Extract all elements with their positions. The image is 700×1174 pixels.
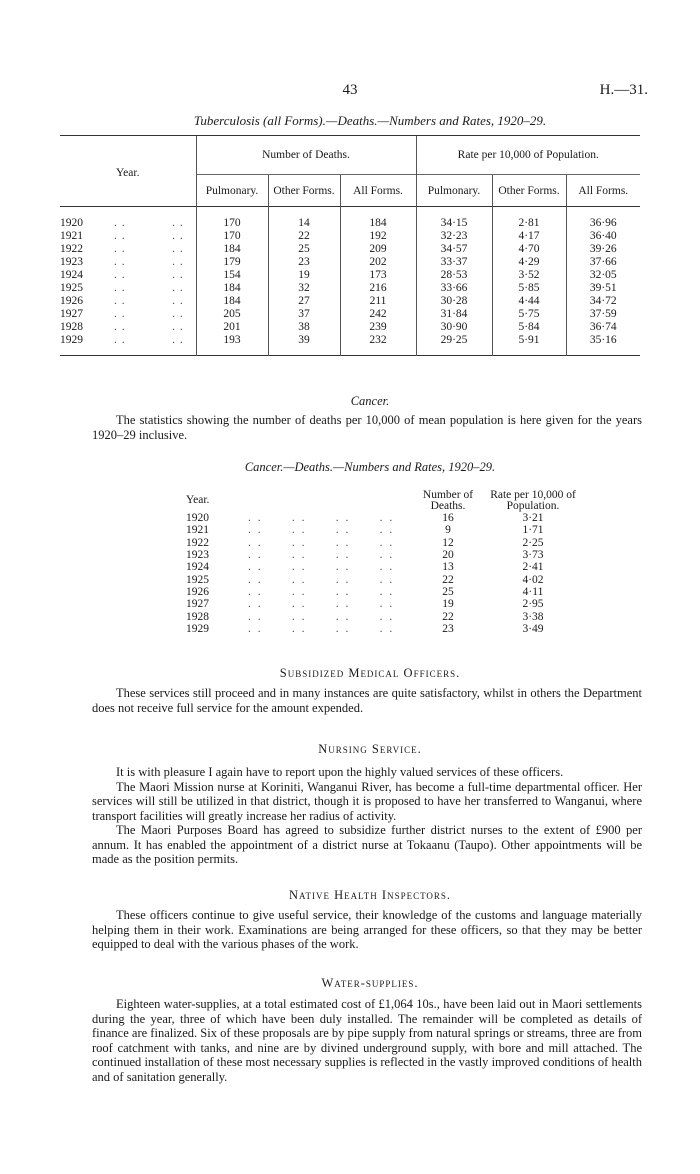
cancer-year-header: Year.: [186, 493, 210, 506]
year-value: 1924: [60, 269, 83, 281]
subheader-pulmonary-rate: Pulmonary.: [416, 175, 492, 207]
nursing-service-title: Nursing Service.: [318, 742, 422, 756]
cancer-deaths-cell: 9: [445, 524, 451, 537]
other-forms-deaths-cell: 23: [268, 256, 340, 269]
other-forms-deaths-cell: 22: [268, 230, 340, 243]
leader-dots: . . . . . . . .: [248, 549, 395, 562]
all-forms-rate-cell: 36·74: [566, 321, 640, 334]
year-cell: [60, 230, 196, 243]
pulmonary-deaths-cell: 184: [196, 295, 268, 308]
pulmonary-rate-cell: 32·23: [416, 230, 492, 243]
cancer-rate-cell: 3·38: [522, 610, 544, 623]
year-value: 1928: [60, 321, 83, 333]
nursing-paragraphs: [92, 765, 642, 867]
cancer-deaths-cell: 13: [442, 561, 454, 574]
table-row: [60, 217, 640, 230]
leader-dots: . . . .: [114, 308, 184, 320]
other-forms-deaths-cell: 32: [268, 282, 340, 295]
cancer-year-cell: 1927: [186, 598, 209, 611]
cancer-table: [186, 482, 606, 635]
cancer-year-cell: 1929: [186, 622, 209, 635]
year-cell: [60, 282, 196, 295]
all-forms-rate-cell: 36·40: [566, 230, 640, 243]
year-cell: [60, 295, 196, 308]
all-forms-deaths-cell: 202: [340, 256, 416, 269]
year-value: 1927: [60, 308, 83, 320]
subsidized-text: These services still proceed and in many instances are quite satisfactory, whilst in others the Department does not receive full service for the amount expended.: [92, 686, 642, 715]
other-forms-rate-cell: 4·70: [492, 243, 566, 256]
cancer-deaths-cell: 19: [442, 598, 454, 611]
year-cell: [60, 308, 196, 321]
leader-dots: . . . . . . . .: [248, 573, 395, 586]
other-forms-deaths-cell: 37: [268, 308, 340, 321]
all-forms-rate-cell: 39·26: [566, 243, 640, 256]
other-forms-rate-cell: 5·84: [492, 321, 566, 334]
all-forms-deaths-cell: 192: [340, 230, 416, 243]
year-cell: [60, 256, 196, 269]
other-forms-deaths-cell: 27: [268, 295, 340, 308]
other-forms-rate-cell: 4·17: [492, 230, 566, 243]
cancer-year-cell: 1920: [186, 512, 209, 525]
year-cell: [60, 334, 196, 347]
cancer-deaths-cell: 25: [442, 585, 454, 598]
pulmonary-rate-cell: 34·15: [416, 217, 492, 230]
cancer-section-title: Cancer.: [350, 394, 390, 408]
cancer-deaths-cell: 22: [442, 573, 454, 586]
all-forms-rate-cell: 34·72: [566, 295, 640, 308]
cancer-year-cell: 1923: [186, 549, 209, 562]
table-row: [60, 321, 640, 334]
cancer-deaths-header: [418, 482, 478, 512]
other-forms-deaths-cell: 19: [268, 269, 340, 282]
pulmonary-rate-cell: 33·66: [416, 282, 492, 295]
pulmonary-rate-cell: 30·28: [416, 295, 492, 308]
cancer-deaths-header-line2: Deaths.: [430, 500, 466, 512]
nursing-paragraph-3: The Maori Purposes Board has agreed to subsidize further district nurses to the extent of £900 per annum. It has enabled the appointment of a district nurse at Tokaanu (Taupo). Other appointments will be made as the position permits.: [92, 823, 642, 866]
cancer-rate-cell: 2·95: [522, 598, 544, 611]
year-value: 1929: [60, 334, 83, 346]
native-health-paragraph: [92, 908, 642, 952]
water-supplies-title: Water-supplies.: [321, 976, 419, 990]
document-reference: H.—31.: [599, 82, 648, 98]
leader-dots: . . . .: [114, 243, 184, 255]
pulmonary-deaths-cell: 179: [196, 256, 268, 269]
pulmonary-deaths-cell: 154: [196, 269, 268, 282]
all-forms-deaths-cell: 209: [340, 243, 416, 256]
table-row: [60, 282, 640, 295]
subheader-other-forms-deaths: Other Forms.: [268, 175, 340, 207]
year-value: 1922: [60, 243, 83, 255]
leader-dots: . . . .: [114, 256, 184, 268]
all-forms-deaths-cell: 173: [340, 269, 416, 282]
leader-dots: . . . . . . . .: [248, 622, 395, 635]
cancer-rate-cell: 3·73: [522, 549, 544, 562]
table-row: [60, 230, 640, 243]
all-forms-deaths-cell: 242: [340, 308, 416, 321]
nursing-paragraph-2: The Maori Mission nurse at Koriniti, Wanganui River, has become a full-time departmental officer. Her services will still be utilized in that district, though it is proposed to have her transferred to Wanganui, where transport facilities will greatly increase her radius of activity.: [92, 779, 642, 823]
year-cell: [60, 321, 196, 334]
table-row: [186, 623, 588, 635]
other-forms-rate-cell: 2·81: [492, 217, 566, 230]
leader-dots: . . . . . . . .: [248, 524, 395, 537]
table-row: [60, 295, 640, 308]
table-row: [186, 537, 588, 549]
pulmonary-deaths-cell: 170: [196, 217, 268, 230]
all-forms-rate-cell: 36·96: [566, 217, 640, 230]
year-value: 1923: [60, 256, 83, 268]
table-row: [60, 334, 640, 347]
cancer-year-cell: 1926: [186, 585, 209, 598]
cancer-rate-cell: 2·25: [522, 536, 544, 549]
rate-per-population-header: Rate per 10,000 of Population.: [416, 136, 640, 175]
year-value: 1921: [60, 230, 83, 242]
pulmonary-deaths-cell: 184: [196, 243, 268, 256]
table-row: [186, 610, 588, 622]
subheader-other-forms-rate: Other Forms.: [492, 175, 566, 207]
other-forms-rate-cell: 5·91: [492, 334, 566, 347]
year-cell: [60, 269, 196, 282]
other-forms-deaths-cell: 39: [268, 334, 340, 347]
all-forms-rate-cell: 37·59: [566, 308, 640, 321]
cancer-rate-cell: 3·49: [522, 622, 544, 635]
pulmonary-deaths-cell: 205: [196, 308, 268, 321]
pulmonary-rate-cell: 31·84: [416, 308, 492, 321]
table-row: [186, 573, 588, 585]
pulmonary-deaths-cell: 201: [196, 321, 268, 334]
pulmonary-rate-cell: 28·53: [416, 269, 492, 282]
cancer-deaths-cell: 20: [442, 549, 454, 562]
cancer-rate-cell: 1·71: [522, 524, 544, 537]
other-forms-rate-cell: 4·44: [492, 295, 566, 308]
table-row: [186, 586, 588, 598]
year-cell: [60, 217, 196, 230]
cancer-rate-cell: 3·21: [522, 512, 544, 525]
other-forms-rate-cell: 5·75: [492, 308, 566, 321]
pulmonary-rate-cell: 33·37: [416, 256, 492, 269]
table-row: [186, 598, 588, 610]
cancer-year-cell: 1922: [186, 536, 209, 549]
leader-dots: . . . .: [114, 334, 184, 346]
all-forms-rate-cell: 37·66: [566, 256, 640, 269]
water-supplies-text: Eighteen water-supplies, at a total estimated cost of £1,064 10s., have been laid out in Maori settlements during the year, three of which have been duly installed. The remainder will be completed as details of finance are finalized. Six of these proposals are by pipe supply from natural springs or streams, three are from roof catchment with tanks, and nine are by divined underground supply, with bore and mill attached. The continued installation of these most necessary supplies is reflected in the vastly improved conditions of health and of sanitation generally.: [92, 997, 642, 1084]
cancer-deaths-cell: 23: [442, 622, 454, 635]
pulmonary-deaths-cell: 193: [196, 334, 268, 347]
other-forms-rate-cell: 4·29: [492, 256, 566, 269]
leader-dots: . . . . . . . .: [248, 585, 395, 598]
pulmonary-deaths-cell: 184: [196, 282, 268, 295]
tuberculosis-table: [60, 135, 640, 357]
cancer-year-cell: 1928: [186, 610, 209, 623]
table-row: [186, 561, 588, 573]
leader-dots: . . . . . . . .: [248, 561, 395, 574]
other-forms-rate-cell: 5·85: [492, 282, 566, 295]
all-forms-deaths-cell: 216: [340, 282, 416, 295]
leader-dots: . . . . . . . .: [248, 610, 395, 623]
water-supplies-paragraph: [92, 997, 642, 1084]
leader-dots: . . . .: [114, 217, 184, 229]
all-forms-deaths-cell: 184: [340, 217, 416, 230]
leader-dots: . . . .: [114, 230, 184, 242]
native-health-inspectors-title: Native Health Inspectors.: [288, 888, 452, 902]
cancer-deaths-cell: 22: [442, 610, 454, 623]
all-forms-rate-cell: 35·16: [566, 334, 640, 347]
table-row: [60, 243, 640, 256]
leader-dots: . . . . . . . .: [248, 598, 395, 611]
cancer-year-cell: 1924: [186, 561, 209, 574]
leader-dots: . . . .: [114, 282, 184, 294]
cancer-rate-header: [478, 482, 588, 512]
year-value: 1926: [60, 295, 83, 307]
other-forms-rate-cell: 3·52: [492, 269, 566, 282]
native-health-text: These officers continue to give useful service, their knowledge of the customs and language materially helping them in their work. Examinations are being arranged for these officers, so that they may be better equipped to deal with the various phases of the work.: [92, 908, 642, 951]
table-row: [186, 524, 588, 536]
all-forms-deaths-cell: 232: [340, 334, 416, 347]
page-number: 43: [342, 82, 358, 98]
cancer-table-title: Cancer.—Deaths.—Numbers and Rates, 1920–29.: [244, 460, 496, 474]
table-row: [186, 549, 588, 561]
other-forms-deaths-cell: 38: [268, 321, 340, 334]
pulmonary-deaths-cell: 170: [196, 230, 268, 243]
cancer-year-cell: 1925: [186, 573, 209, 586]
leader-dots: . . . . . . . .: [248, 536, 395, 549]
cancer-rate-cell: 4·02: [522, 573, 544, 586]
subheader-all-forms-deaths: All Forms.: [340, 175, 416, 207]
pulmonary-rate-cell: 34·57: [416, 243, 492, 256]
cancer-deaths-cell: 16: [442, 512, 454, 525]
all-forms-deaths-cell: 239: [340, 321, 416, 334]
year-column-header: Year.: [60, 136, 196, 207]
subheader-pulmonary-deaths: Pulmonary.: [196, 175, 268, 207]
other-forms-deaths-cell: 25: [268, 243, 340, 256]
subsidized-medical-officers-title: Subsidized Medical Officers.: [279, 666, 461, 680]
tuberculosis-table-title: Tuberculosis (all Forms).—Deaths.—Numbers and Rates, 1920–29.: [193, 113, 547, 128]
cancer-rate-header-line2: Population.: [506, 500, 560, 512]
pulmonary-rate-cell: 29·25: [416, 334, 492, 347]
cancer-year-cell: 1921: [186, 524, 209, 537]
year-value: 1925: [60, 282, 83, 294]
nursing-paragraph-1: It is with pleasure I again have to report upon the highly valued services of these officers.: [116, 765, 564, 779]
subheader-all-forms-rate: All Forms.: [566, 175, 640, 207]
table-row: [60, 308, 640, 321]
leader-dots: . . . .: [114, 295, 184, 307]
cancer-rate-cell: 2·41: [522, 561, 544, 574]
leader-dots: . . . .: [114, 269, 184, 281]
cancer-rate-header-line1: Rate per 10,000 of: [490, 489, 576, 501]
table-row: [60, 256, 640, 269]
all-forms-rate-cell: 39·51: [566, 282, 640, 295]
cancer-rate-cell: 4·11: [522, 585, 544, 598]
cancer-deaths-header-line1: Number of: [422, 489, 474, 501]
table-row: [186, 512, 588, 524]
table-row: [60, 269, 640, 282]
cancer-deaths-cell: 12: [442, 536, 454, 549]
year-value: 1920: [60, 217, 83, 229]
year-cell: [60, 243, 196, 256]
all-forms-deaths-cell: 211: [340, 295, 416, 308]
leader-dots: . . . . . . . .: [248, 512, 395, 525]
cancer-intro-paragraph: [92, 413, 642, 442]
other-forms-deaths-cell: 14: [268, 217, 340, 230]
all-forms-rate-cell: 32·05: [566, 269, 640, 282]
pulmonary-rate-cell: 30·90: [416, 321, 492, 334]
cancer-intro-text: The statistics showing the number of deaths per 10,000 of mean population is here given for the years 1920–29 inclusive.: [92, 413, 642, 442]
subsidized-paragraph: [92, 686, 642, 715]
number-of-deaths-header: Number of Deaths.: [196, 136, 416, 175]
leader-dots: . . . .: [114, 321, 184, 333]
